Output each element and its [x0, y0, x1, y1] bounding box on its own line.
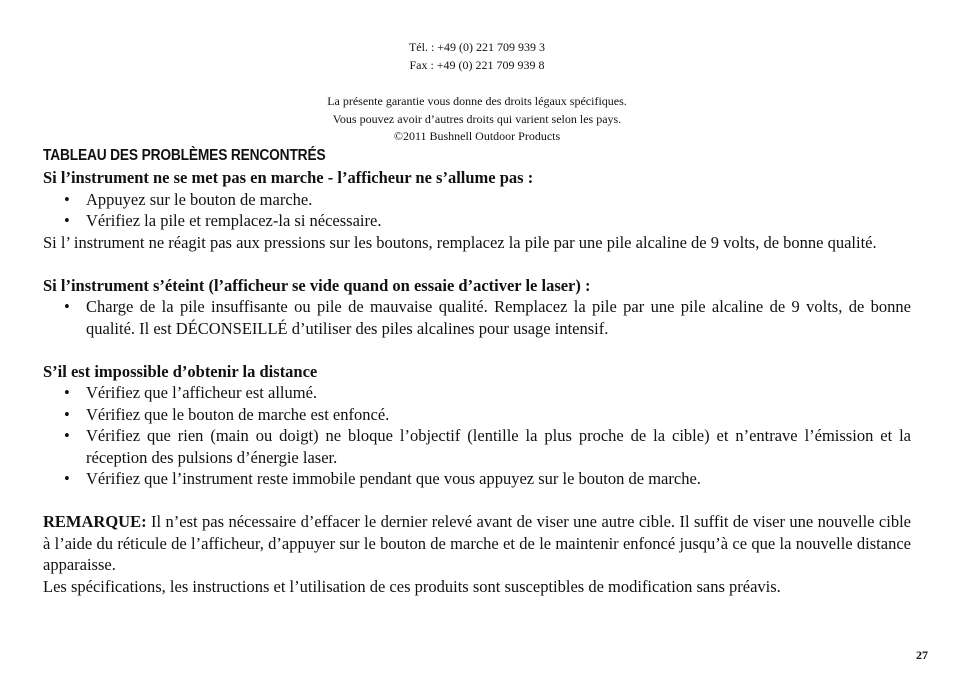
- list-item-text: Vérifiez que l’afficheur est allumé.: [86, 383, 318, 402]
- phone-number: Tél. : +49 (0) 221 709 939 3: [408, 40, 546, 54]
- list-item: [43, 404, 911, 426]
- problem-2-list: [43, 296, 911, 339]
- problem-3-heading: S’il est impossible d’obtenir la distance: [43, 361, 318, 381]
- bullet-icon: •: [64, 404, 70, 424]
- bullet-icon: •: [64, 426, 70, 445]
- copyright-line: ©2011 Bushnell Outdoor Products: [393, 129, 561, 143]
- list-item: [43, 468, 911, 490]
- remark-paragraph: [43, 511, 911, 576]
- contact-info: [0, 39, 954, 74]
- problem-2-heading: Si l’instrument s’éteint (l’afficheur se vide quand on essaie d’activer le laser) :: [43, 275, 591, 295]
- list-item-text: Charge de la pile insuffisante ou pile de mauvaise qualité. Remplacez la pile par une pile alcaline de 9 volts, de bonne qualité. Il est DÉCONSEILLÉ d’utiliser des piles alcalines pour usage intensif.: [86, 297, 911, 338]
- list-item: [43, 425, 911, 468]
- bullet-icon: •: [64, 211, 70, 230]
- warranty-line-1: La présente garantie vous donne des droits légaux spécifiques.: [327, 94, 627, 108]
- bullet-icon: •: [64, 383, 70, 402]
- list-item-text: Vérifiez que le bouton de marche est enfoncé.: [86, 404, 390, 424]
- page-number: 27: [916, 648, 928, 662]
- bullet-icon: •: [64, 469, 70, 488]
- problem-1-note: Si l’ instrument ne réagit pas aux pressions sur les boutons, remplacez la pile par une pile alcaline de 9 volts, de bonne qualité.: [43, 232, 877, 252]
- bullet-icon: •: [64, 297, 70, 316]
- list-item: [43, 189, 911, 211]
- warranty-notice: [0, 93, 954, 146]
- warranty-line-2: Vous pouvez avoir d’autres droits qui varient selon les pays.: [332, 111, 622, 126]
- disclaimer-text: Les spécifications, les instructions et l’utilisation de ces produits sont susceptibles de modification sans préavis.: [43, 576, 781, 596]
- troubleshooting-section: [43, 145, 911, 597]
- remark-text: Il n’est pas nécessaire d’effacer le dernier relevé avant de viser une autre cible. Il suffit de viser une nouvelle cible à l’aide du réticule de l’afficheur, d’appuyer sur le bouton de marche et de le maintenir enfoncé jusqu’à ce que la nouvelle distance apparaisse.: [43, 512, 911, 574]
- list-item-text: Vérifiez la pile et remplacez-la si nécessaire.: [86, 211, 382, 230]
- problem-1-list: [43, 189, 911, 232]
- fax-number: Fax : +49 (0) 221 709 939 8: [409, 57, 545, 72]
- problem-3-list: [43, 382, 911, 490]
- list-item: [43, 210, 911, 232]
- bullet-icon: •: [64, 189, 70, 209]
- list-item-text: Appuyez sur le bouton de marche.: [86, 189, 313, 209]
- section-title: TABLEAU DES PROBLÈMES RENCONTRÉS: [43, 147, 326, 164]
- problem-1-heading: Si l’instrument ne se met pas en marche - l’afficheur ne s’allume pas :: [43, 168, 534, 187]
- list-item: [43, 382, 911, 404]
- list-item-text: Vérifiez que l’instrument reste immobile pendant que vous appuyez sur le bouton de marche.: [86, 469, 701, 488]
- remark-label: REMARQUE:: [43, 512, 147, 531]
- list-item-text: Vérifiez que rien (main ou doigt) ne bloque l’objectif (lentille la plus proche de la cible) et n’entrave l’émission et la réception des pulsions d’énergie laser.: [86, 426, 911, 467]
- list-item: [43, 296, 911, 339]
